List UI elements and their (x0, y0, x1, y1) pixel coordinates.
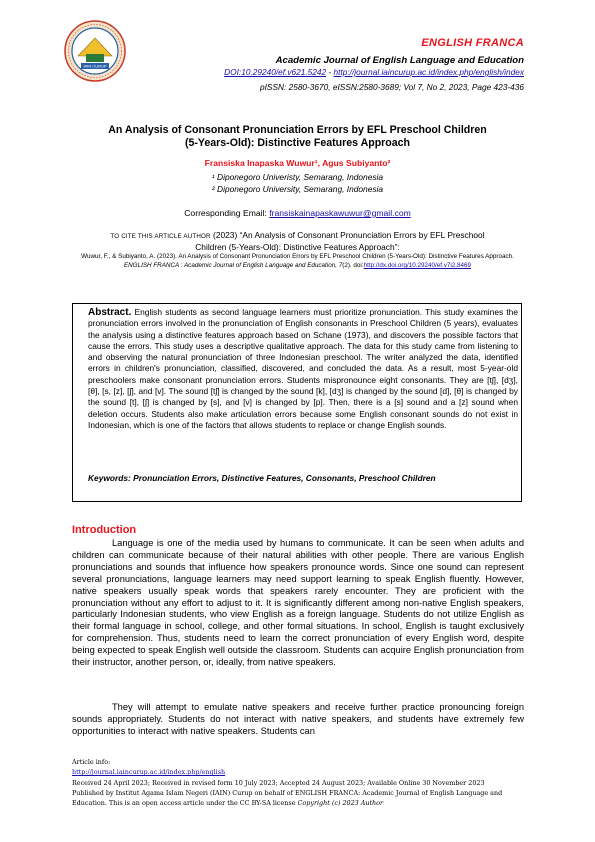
citation-text: (2023) “An Analysis of Consonant Pronunciation Errors by EFL Preschool Children (5-Years-Old): Distinctive Features Approach”: (195, 230, 485, 252)
doi-separator: - (326, 67, 334, 77)
publisher-line-1: Published by Institut Agama Islam Negeri (IAIN) Curup on behalf of ENGLISH FRANCA: Academic Journal of English Language and (72, 788, 503, 797)
journal-url-link[interactable]: http://journal.iaincurup.ac.id/index.php/english/index (333, 67, 524, 77)
doi-line (224, 67, 524, 77)
copyright: Copyright (c) 2023 Author (297, 799, 384, 808)
article-info-link[interactable]: http://journal.iaincurup.ac.id/index.php/english (72, 768, 226, 777)
authors: Fransiska Inapaska Wuwur¹, Agus Subiyanto² (204, 158, 391, 168)
journal-full-name: Academic Journal of English Language and Education (275, 55, 524, 66)
abstract (88, 307, 518, 431)
affiliation-2: ² Diponegoro University, Semarang, Indonesia (211, 184, 384, 194)
reference-journal: ENGLISH FRANCA : Academic Journal of English Language and Education, 7 (123, 262, 343, 269)
title-line-1: An Analysis of Consonant Pronunciation Errors by EFL Preschool Children (108, 124, 487, 136)
corresponding-label: Corresponding Email: (184, 208, 270, 218)
abstract-lead: Abstract. (88, 307, 132, 318)
article-title (60, 124, 535, 150)
logo-text: IAIN CURUP (83, 63, 107, 69)
publisher-line-2: Education. This is an open access article under the CC BY-SA license (72, 799, 298, 808)
reference-tail: (2). doi: (342, 262, 364, 269)
article-dates: Received 24 April 2023; Received in revised form 10 July 2023; Accepted 24 August 2023; Available Online 30 November 2023 (72, 778, 485, 787)
reference-text: Wuwur, F., & Subiyanto, A. (2023). An Analysis of Consonant Pronunciation Errors by EFL Preschool Children (5-Years-Old): Distinctive Features Approach. (81, 253, 514, 260)
journal-logo (64, 20, 126, 82)
article-info-footer (72, 757, 542, 808)
title-line-2: (5-Years-Old): Distinctive Features Approach (184, 137, 411, 149)
keywords: Keywords: Pronunciation Errors, Distinctive Features, Consonants, Preschool Children (88, 473, 436, 483)
intro-paragraph-1: Language is one of the media used by humans to communicate. It can be seen when adults and children can communicate because of their natural abilities with other people. There are various English pronunciations and sounds that influence how speakers pronounce words. Since one sound can represent several pronunciations, language learners may need support learning to speak English fluently. However, native speakers usually speak words that speakers rarely encounter. They are proficient with the pronunciation without any effort to adjust to it. It is significantly different among non-native English speakers, particularly Indonesian students, who view English as a foreign language. Students do not utilize English as their formal language in school, college, and other formal situations. In school, English is taught exclusively for comprehension. Thus, students need to learn the correct pronunciation of every English word, despite being expected to speak English well outside the classroom. Students can acquire English pronunciation from their instructor, another person, or, ideally, from native speakers. (72, 538, 524, 668)
intro-paragraph-2: They will attempt to emulate native speakers and receive further practice pronouncing foreign sounds appropriately. Students do not interact with native speakers, and students have extremely few opportunities to interact with native speakers. Students can (72, 702, 524, 736)
journal-name: ENGLISH FRANCA (421, 37, 524, 49)
corresponding-email (60, 208, 535, 218)
to-cite-label: TO CITE THIS ARTICLE AUTHOR (110, 233, 211, 240)
article-info-label: Article info: (72, 758, 111, 766)
reference-doi-link[interactable]: http://dx.doi.org/10.29240/ef.v7i2.8469 (363, 262, 472, 269)
introduction-heading: Introduction (72, 524, 137, 536)
doi-link[interactable]: DOI:10.29240/ef.v621.5242 (224, 67, 327, 77)
affiliation-1: ¹ Diponegoro Univeristy, Semarang, Indonesia (211, 172, 384, 182)
email-link[interactable]: fransiskainapaskawuwur@gmail.com (269, 208, 411, 218)
citation-block (100, 230, 495, 253)
reference-block (70, 252, 525, 270)
abstract-text: English students as second language learners must prioritize pronunciation. This study examines the pronunciation errors involved in the pronunciation of English consonants in Preschool Children (5 years), evaluates the analysis using a distinctive features approach based on Schane (1973), and discovers the possible factors that cause the errors. This study uses a descriptive qualitative approach. The data for this study came from listening to and observing the natural pronunciation of three Indonesian preschool. The writer analyzed the data, identified errors in children's pronunciation, classified, discovered, and concluded the data. As a result, most 5-year-old preschoolers make consonant pronunciation errors. Students mispronounce eight consonants. They are [tʃ], [dʒ], [θ], [s, [z], [ʃ], and [v]. The sound [tʃ] is changed by the sound [k], [dʒ] is changed by the sound [d], [θ] is changed by the sound [t], [ʃ] is changed by [s], and [v] is changed by [p]. Then, there is a [s] sound and a [z] sound when deletion occurs. Students also make articulation errors because some English consonant sounds do not exist in Indonesian, which is one of the factors that allows students to replace or change English sounds. (88, 307, 518, 430)
issn-line: pISSN: 2580-3670, eISSN:2580-3689; Vol 7, No 2, 2023, Page 423-436 (260, 82, 524, 92)
